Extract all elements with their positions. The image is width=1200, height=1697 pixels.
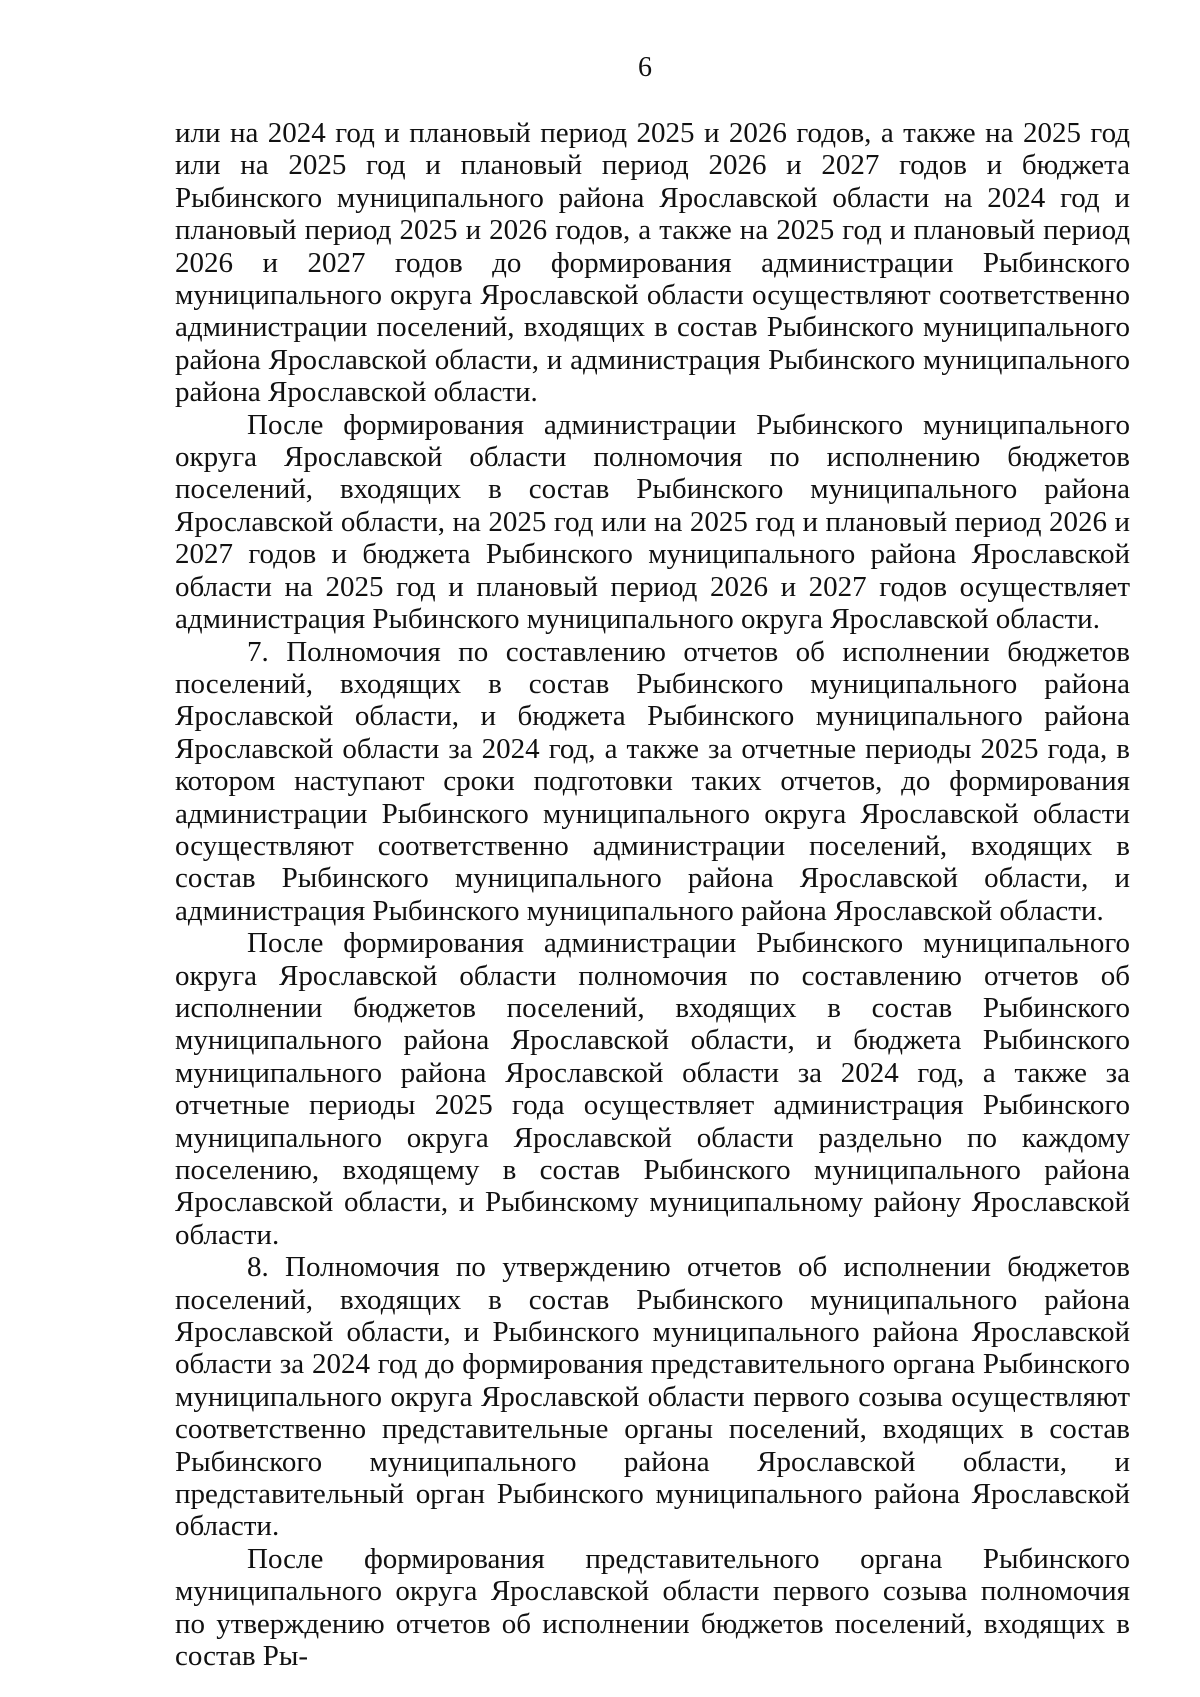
page-number: 6 (638, 52, 652, 83)
document-body (175, 117, 1130, 1673)
paragraph-approval-after-formation: После формирования представительного органа Рыбинского муниципального округа Ярославской области первого созыва полномочия по утверждению отчетов об исполнении бюджетов поселений, входящих в состав Ры- (175, 1542, 1130, 1673)
paragraph-item-8: 8. Полномочия по утверждению отчетов об исполнении бюджетов поселений, входящих в состав Рыбинского муниципального района Ярославской области, и Рыбинского муниципального района Ярославской области за 2024 год до формирования представительного органа Рыбинского муниципального округа Ярославской области первого созыва осуществляют соответственно представительные органы поселений, входящих в состав Рыбинского муниципального района Ярославской области, и представительный орган Рыбинского муниципального района Ярославской области. (175, 1251, 1130, 1543)
paragraph-reports-after-formation: После формирования администрации Рыбинского муниципального округа Ярославской области полномочия по составлению отчетов об исполнении бюджетов поселений, входящих в состав Рыбинского муниципального района Ярославской области, и бюджета Рыбинского муниципального района Ярославской области за 2024 год, а также за отчетные периоды 2025 года осуществляет администрация Рыбинского муниципального округа Ярославской области раздельно по каждому поселению, входящему в состав Рыбинского муниципального района Ярославской области, и Рыбинскому муниципальному району Ярославской области. (175, 927, 1130, 1251)
paragraph-execution-after-formation: После формирования администрации Рыбинского муниципального округа Ярославской области полномочия по исполнению бюджетов поселений, входящих в состав Рыбинского муниципального района Ярославской области, на 2025 год или на 2025 год и плановый период 2026 и 2027 годов и бюджета Рыбинского муниципального района Ярославской области на 2025 год и плановый период 2026 и 2027 годов осуществляет администрация Рыбинского муниципального округа Ярославской области. (175, 408, 1130, 636)
paragraph-continuation: или на 2024 год и плановый период 2025 и 2026 годов, а также на 2025 год или на 2025 год и плановый период 2026 и 2027 годов и бюджета Рыбинского муниципального района Ярославской области на 2024 год и плановый период 2025 и 2026 годов, а также на 2025 год и плановый период 2026 и 2027 годов до формирования администрации Рыбинского муниципального округа Ярославской области осуществляют соответственно администрации поселений, входящих в состав Рыбинского муниципального района Ярославской области, и администрация Рыбинского муниципального района Ярославской области. (175, 117, 1130, 409)
paragraph-item-7: 7. Полномочия по составлению отчетов об исполнении бюджетов поселений, входящих в состав Рыбинского муниципального района Ярославской области, и бюджета Рыбинского муниципального района Ярославской области за 2024 год, а также за отчетные периоды 2025 года, в котором наступают сроки подготовки таких отчетов, до формирования администрации Рыбинского муниципального округа Ярославской области осуществляют соответственно администрации поселений, входящих в состав Рыбинского муниципального района Ярославской области, и администрация Рыбинского муниципального района Ярославской области. (175, 635, 1130, 927)
